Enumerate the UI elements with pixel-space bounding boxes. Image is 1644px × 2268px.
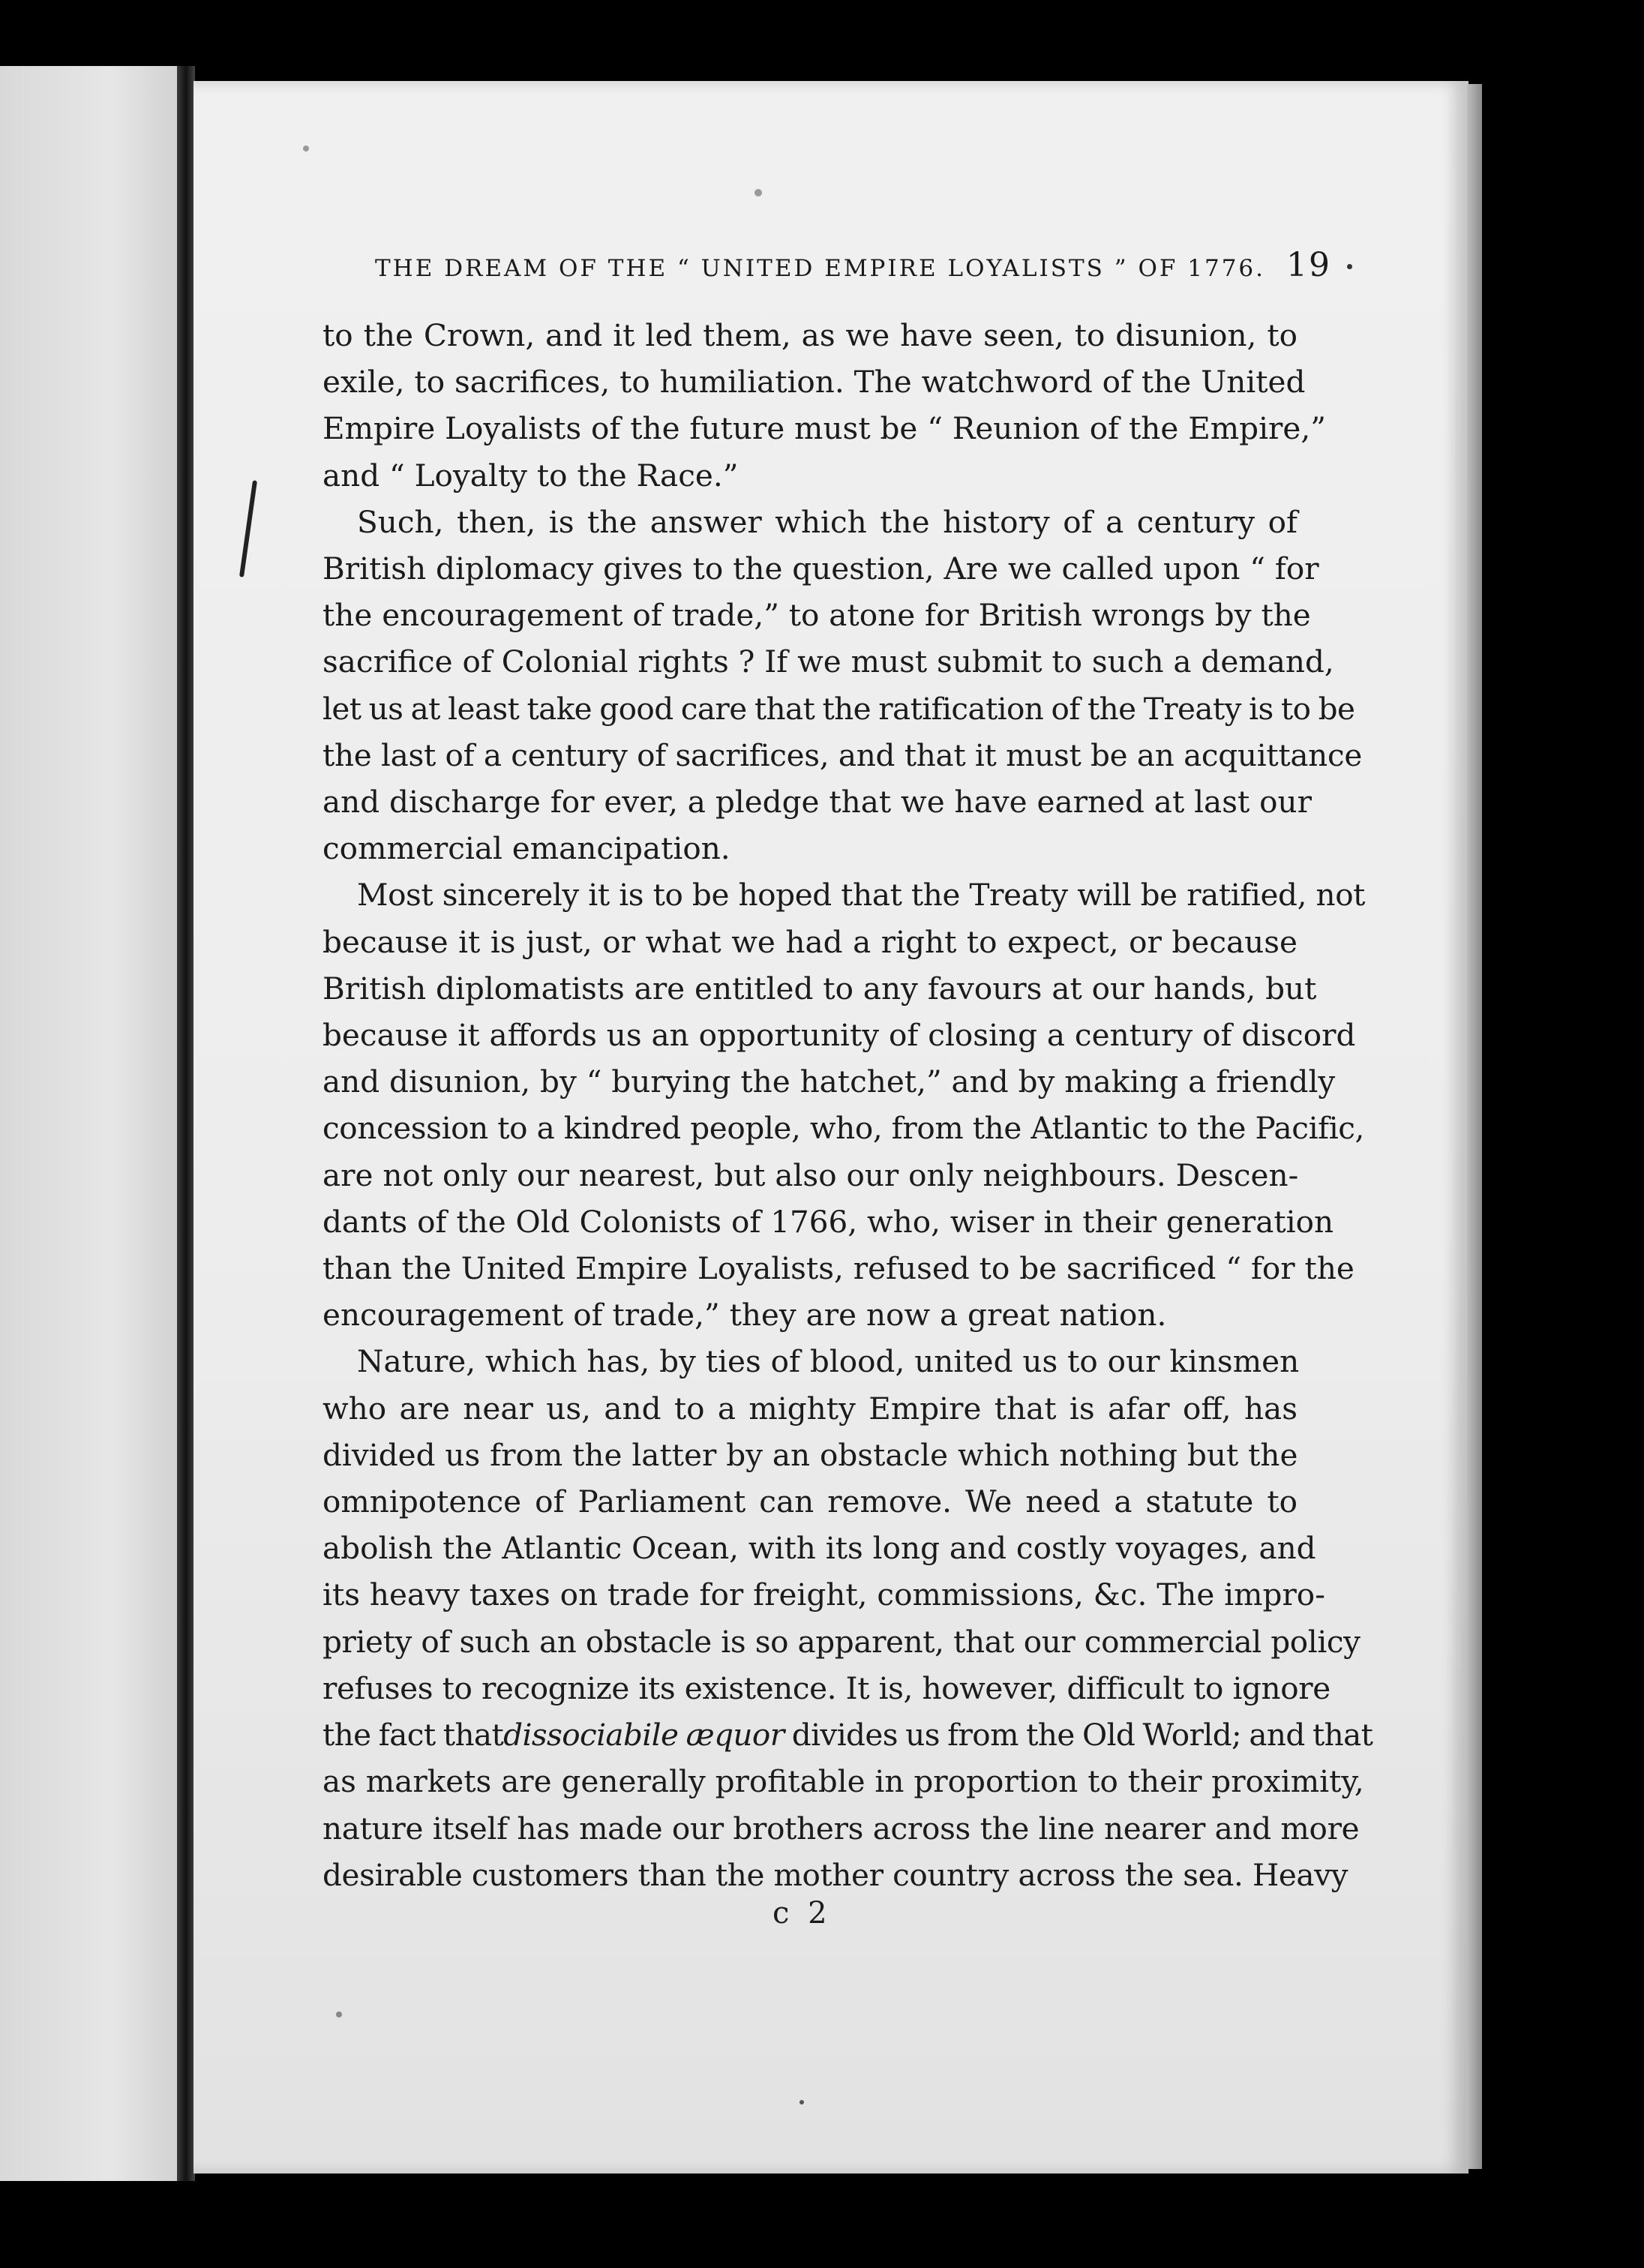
text-line: its heavy taxes on trade for freight, commissions, &c. The impro-: [322, 1576, 1325, 1613]
text-line: who are near us, and to a mighty Empire that is afar off, has: [322, 1390, 1298, 1426]
text-line: and disunion, by “ burying the hatchet,” and by making a friendly: [322, 1064, 1336, 1100]
running-head: [375, 246, 1350, 288]
text-line: and discharge for ever, a pledge that we have earned at last our: [322, 784, 1312, 820]
text-line: British diplomatists are entitled to any favours at our hands, but: [322, 970, 1317, 1006]
scan-speck: [800, 2100, 804, 2104]
page-fore-edge: [1467, 84, 1482, 2169]
text-line: let us at least take good care that the ratification of the Treaty is to be: [322, 690, 1355, 727]
text-line: refuses to recognize its existence. It is, however, difficult to ignore: [322, 1670, 1330, 1706]
text-line: nature itself has made our brothers across the line nearer and more: [322, 1810, 1360, 1846]
scan-speck: [303, 146, 309, 152]
text-line: divided us from the latter by an obstacle which nothing but the: [322, 1436, 1298, 1473]
text-fragment: the fact that: [322, 1717, 504, 1754]
book-gutter: [177, 66, 195, 2181]
text-line: commercial emancipation.: [322, 830, 730, 867]
text-line: to the Crown, and it led them, as we have seen, to disunion, to: [322, 317, 1298, 353]
text-line: omnipotence of Parliament can remove. We need a statute to: [322, 1484, 1298, 1520]
text-line: exile, to sacrifices, to humiliation. The watchword of the United: [322, 364, 1306, 400]
text-fragment: divides us from the Old World; and that: [791, 1717, 1373, 1754]
text-line: British diplomacy gives to the question, Are we called upon “ for: [322, 550, 1319, 587]
text-line: sacrifice of Colonial rights ? If we must submit to such a demand,: [322, 644, 1334, 680]
text-line: Most sincerely it is to be hoped that the Treaty will be ratified, not: [357, 877, 1366, 914]
italic-phrase: dissociabile æquor: [503, 1717, 784, 1754]
text-line: encouragement of trade,” they are now a great nation.: [322, 1297, 1167, 1334]
text-line: desirable customers than the mother country across the sea. Heavy: [322, 1856, 1348, 1893]
page-number: 19: [1286, 246, 1331, 284]
text-line: Nature, which has, by ties of blood, united us to our kinsmen: [357, 1343, 1300, 1380]
text-line: the encouragement of trade,” to atone for British wrongs by the: [322, 597, 1311, 634]
signature-mark: c 2: [772, 1896, 832, 1930]
facing-page-edge: [0, 66, 188, 2181]
text-line: the last of a century of sacrifices, and that it must be an acquittance: [322, 736, 1362, 773]
text-line: and “ Loyalty to the Race.”: [322, 457, 739, 494]
body-text: [322, 312, 1373, 1898]
text-line: Empire Loyalists of the future must be “ Reunion of the Empire,”: [322, 410, 1326, 447]
text-line: abolish the Atlantic Ocean, with its long and costly voyages, and: [322, 1530, 1316, 1567]
text-line: Such, then, is the answer which the history of a century of: [357, 503, 1298, 540]
text-line: than the United Empire Loyalists, refused to be sacrificed “ for the: [322, 1250, 1354, 1287]
text-line: priety of such an obstacle is so apparent, that our commercial policy: [322, 1623, 1360, 1660]
text-line: because it affords us an opportunity of closing a century of discord: [322, 1017, 1356, 1054]
text-line: are not only our nearest, but also our only neighbours. Descen-: [322, 1156, 1299, 1193]
text-line: concession to a kindred people, who, from the Atlantic to the Pacific,: [322, 1110, 1365, 1147]
scan-speck: [336, 2012, 342, 2018]
text-line: dants of the Old Colonists of 1766, who, wiser in their generation: [322, 1203, 1334, 1240]
running-head-title: THE DREAM OF THE “ UNITED EMPIRE LOYALISTS ” OF 1776.: [375, 255, 1265, 282]
scan-speck: [754, 189, 762, 196]
text-line: because it is just, or what we had a right to expect, or because: [322, 923, 1298, 960]
text-line: as markets are generally profitable in proportion to their proximity,: [322, 1763, 1364, 1800]
text-line-italic-phrase: [322, 1712, 1373, 1758]
